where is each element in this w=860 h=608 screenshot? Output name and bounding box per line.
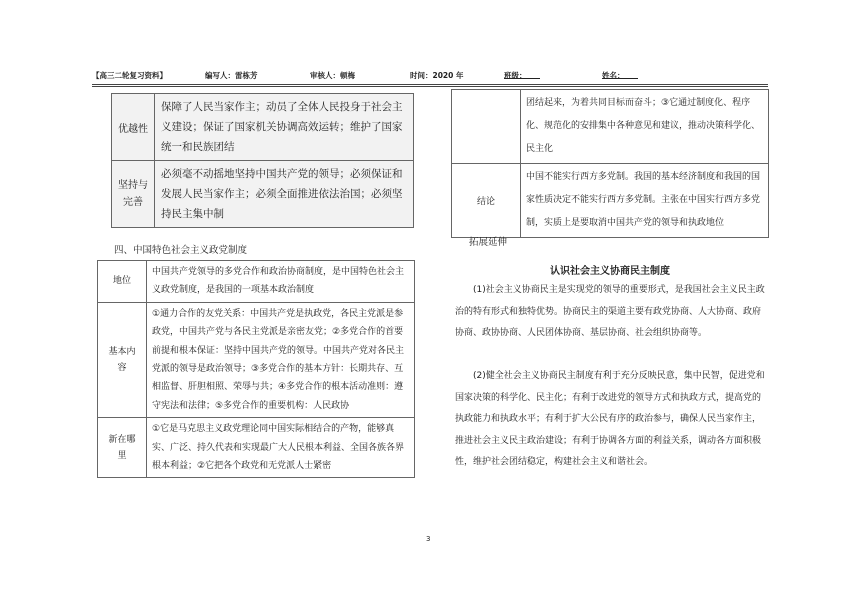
row-content: 中国不能实行西方多党制。我国的基本经济制度和我国的国家性质决定不能实行西方多党制。主张在中国实行西方多党制，实质上是要取消中国共产党的领导和执政地位 — [521, 164, 769, 238]
paragraph: (1)社会主义协商民主是实现党的领导的重要形式，是我国社会主义民主政治的特有形式和独特优势。协商民主的渠道主要有政党协商、人大协商、政府协商、政协协商、人民团体协商、基层协商、社会组织协商等。 — [455, 285, 765, 338]
table-row — [98, 302, 415, 417]
row-label — [452, 90, 521, 164]
class-blank — [504, 70, 540, 79]
page-header — [92, 70, 772, 84]
row-content: 中国共产党领导的多党合作和政治协商制度，是中国特色社会主义政党制度，是我国的一项基本政治制度 — [147, 261, 415, 303]
table-row — [112, 161, 414, 228]
table-row — [452, 164, 769, 238]
extension-title: 认识社会主义协商民主制度 — [550, 266, 670, 277]
extension-label: 拓展延伸 — [469, 237, 508, 248]
header-rule-top — [92, 84, 768, 85]
row-label: 地位 — [98, 261, 147, 303]
row-label: 结论 — [452, 164, 521, 238]
paragraph: (2)健全社会主义协商民主制度有利于充分反映民意，集中民智，促进党和国家决策的科学化、民主化；有利于改进党的领导方式和执政方式，提高党的执政能力和执政水平；有利于扩大公民有序的政治参与，确保人民当家作主，推进社会主义民主政治建设；有利于协调各方面的利益关系，调动各方面积极性，维护社会团结稳定，构建社会主义和谐社会。 — [455, 371, 765, 467]
reviewer-label: 审核人：顿梅 — [310, 71, 355, 80]
system-features-table — [111, 93, 414, 228]
row-content: ①它是马克思主义政党理论同中国实际相结合的产物，能够真实、广泛、持久代表和实现最广大人民根本利益、全国各族各界根本利益；②它把各个政党和无党派人士紧密 — [147, 418, 415, 478]
name-blank — [602, 70, 638, 79]
table-row — [452, 90, 769, 164]
table-row — [98, 418, 415, 478]
material-label: 【高三二轮复习资料】 — [92, 71, 167, 80]
row-content: ①通力合作的友党关系：中国共产党是执政党，各民主党派是参政党，中国共产党与各民主党派是亲密友党；②多党合作的首要前提和根本保证：坚持中国共产党的领导。中国共产党对各民主党派的领导是政治领导；③多党合作的基本方针：长期共存、互相监督、肝胆相照、荣辱与共；④多党合作的根本活动准则：遵守宪法和法律；⑤多党合作的重要机构：人民政协 — [147, 302, 415, 417]
row-label: 基本内容 — [98, 302, 147, 417]
row-label: 优越性 — [112, 94, 155, 161]
editor-label: 编写人：雷栋芳 — [205, 71, 258, 80]
row-content: 保障了人民当家作主；动员了全体人民投身于社会主义建设；保证了国家机关协调高效运转；维护了国家统一和民族团结 — [155, 94, 414, 161]
party-system-table — [97, 260, 415, 478]
row-content: 团结起来，为着共同目标而奋斗；③它通过制度化、程序化、规范化的安排集中各种意见和建议，推动决策科学化、民主化 — [521, 90, 769, 164]
class-label: 班级： — [504, 71, 527, 80]
name-label: 姓名： — [602, 71, 625, 80]
page-number: 3 — [426, 535, 431, 543]
row-content: 必须毫不动摇地坚持中国共产党的领导；必须保证和发展人民当家作主；必须全面推进依法治国；必须坚持民主集中制 — [155, 161, 414, 228]
time-label: 时间：2020 年 — [410, 71, 464, 80]
row-label: 新在哪里 — [98, 418, 147, 478]
header-rule-bottom — [92, 86, 768, 87]
table-row — [112, 94, 414, 161]
row-label: 坚持与完善 — [112, 161, 155, 228]
party-system-table-continued — [451, 89, 769, 238]
table-row — [98, 261, 415, 303]
section-heading: 四、中国特色社会主义政党制度 — [114, 245, 248, 256]
